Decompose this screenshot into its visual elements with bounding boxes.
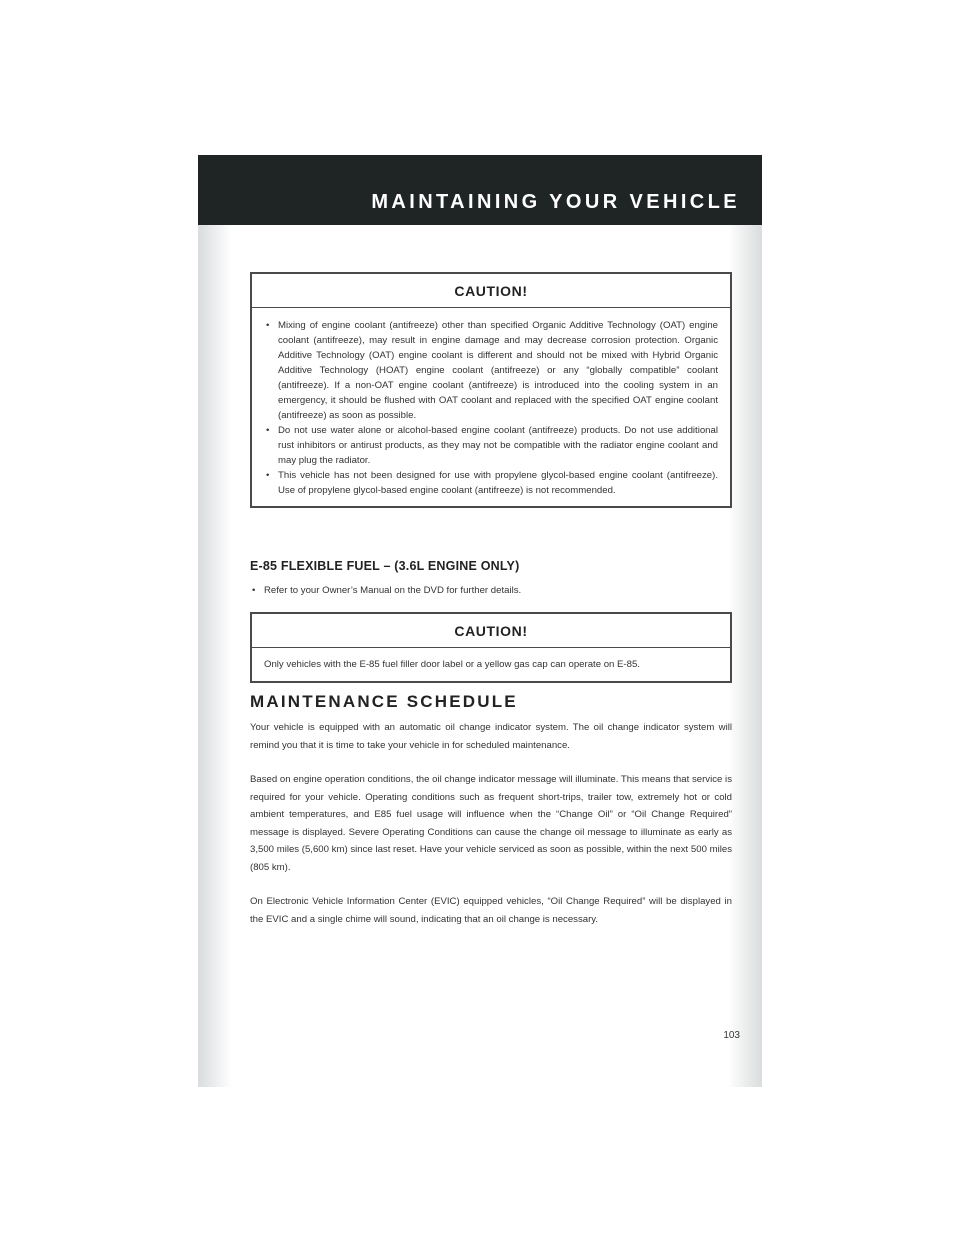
maintenance-paragraph: Your vehicle is equipped with an automatic oil change indicator system. The oil change indicator system will remind you that it is time to take your vehicle in for scheduled maintenance. [250,722,732,751]
flex-fuel-heading: E-85 FLEXIBLE FUEL – (3.6L ENGINE ONLY) [250,559,520,573]
caution-item: • Do not use water alone or alcohol-based engine coolant (antifreeze) products. Do not use additional rust inhibitors or antirust products, as they may not be compatible with the radiator engine coolant and may plug the radiator. [264,423,718,468]
caution-heading: CAUTION! [252,614,730,648]
caution-item: • Mixing of engine coolant (antifreeze) other than specified Organic Additive Technology (OAT) engine coolant (antifreeze), may result in engine damage and may decrease corrosion protection. Organic Additive Technology (OAT) engine coolant is different and should not be mixed with Hybrid Organic Additive Technology (HOAT) engine coolant (antifreeze) or any “globally compatible” coolant (antifreeze). If a non-OAT engine coolant (antifreeze) is introduced into the cooling system in an emergency, it should be flushed with OAT coolant and replaced with the specified OAT engine coolant (antifreeze) as soon as possible. [264,318,718,423]
caution-body [252,308,730,506]
page-title: MAINTAINING YOUR VEHICLE [371,191,740,213]
caution-item: • This vehicle has not been designed for use with propylene glycol-based engine coolant (antifreeze). Use of propylene glycol-based engine coolant (antifreeze) is not recommended. [264,468,718,498]
caution-body: Only vehicles with the E-85 fuel filler door label or a yellow gas cap can operate on E-85. [264,659,640,670]
caution-heading: CAUTION! [252,274,730,308]
caution-box-coolant [250,272,732,508]
maintenance-paragraph: On Electronic Vehicle Information Center (EVIC) equipped vehicles, “Oil Change Required” will be displayed in the EVIC and a single chime will sound, indicating that an oil change is necessary. [250,896,732,925]
maintenance-heading: MAINTENANCE SCHEDULE [250,692,518,711]
header-bar [198,155,762,225]
maintenance-paragraph: Based on engine operation conditions, the oil change indicator message will illuminate. This means that service is required for your vehicle. Operating conditions such as frequent short-trips, trailer tow, extremely hot or cold ambient temperatures, and E85 fuel usage will influence when the “Change Oil” or “Oil Change Required” message is displayed. Severe Operating Conditions can cause the change oil message to illuminate as early as 3,500 miles (5,600 km) since last reset. Have your vehicle serviced as soon as possible, within the next 500 miles (805 km). [250,774,732,873]
manual-page [198,155,762,1087]
caution-box-e85 [250,612,732,683]
page-number: 103 [723,1030,740,1041]
flex-fuel-bullet: • Refer to your Owner’s Manual on the DVD for further details. [250,585,746,596]
